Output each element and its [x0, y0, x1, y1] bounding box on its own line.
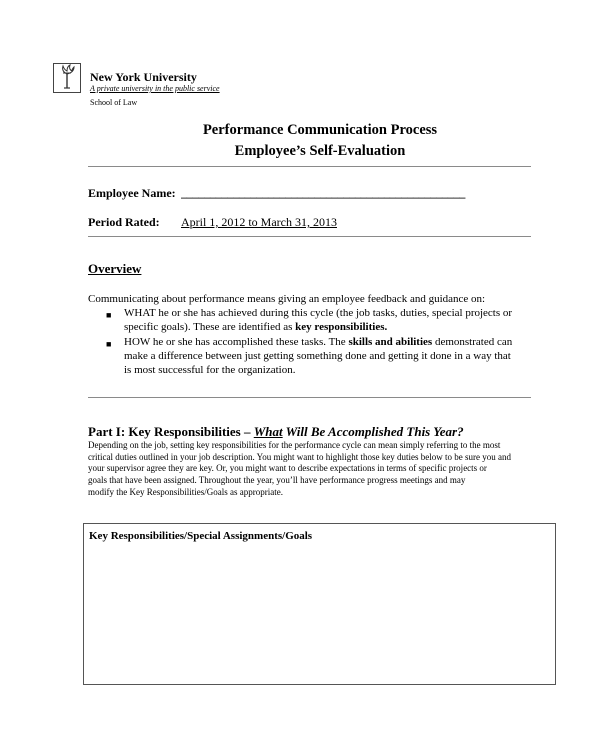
- part1-heading-text: Part I: Key Responsibilities –: [88, 424, 254, 439]
- key-responsibilities-term: key responsibilities.: [295, 321, 388, 333]
- bullet-what-line2: [124, 320, 387, 335]
- nyu-logo: [53, 63, 81, 93]
- key-responsibilities-box[interactable]: [83, 523, 556, 685]
- divider: [88, 166, 531, 167]
- employee-name-label: Employee Name:: [88, 186, 176, 200]
- school-name: School of Law: [90, 98, 138, 107]
- part1-heading-what: What: [253, 424, 283, 439]
- skills-abilities-term: skills and abilities: [348, 336, 433, 348]
- bullet-what-line1: WHAT he or she has achieved during this cycle (the job tasks, duties, special projects or: [124, 307, 513, 319]
- divider: [88, 397, 531, 398]
- part1-heading-rest: Will Be Accomplished This Year?: [282, 424, 464, 439]
- key-responsibilities-box-label: Key Responsibilities/Special Assignments/Goals: [89, 530, 313, 542]
- bullet-how-line2: make a difference between just getting something done and getting it done in a way that: [124, 350, 511, 362]
- bullet-how-text: HOW he or she has accomplished these tasks. The: [124, 336, 349, 348]
- university-tagline: A private university in the public service: [90, 84, 220, 93]
- torch-logo-icon: [54, 64, 80, 92]
- document-title: Performance Communication Process: [202, 122, 438, 138]
- bullet-icon: ■: [106, 310, 112, 320]
- part1-line: goals that have been assigned. Throughout the year, you’ll have performance progress meetings and may: [88, 475, 466, 486]
- bullet-icon: ■: [106, 339, 112, 349]
- period-rated-value: April 1, 2012 to March 31, 2013: [181, 215, 337, 229]
- part1-heading: [88, 424, 464, 440]
- part1-line: Depending on the job, setting key responsibilities for the performance cycle can mean simply referring to the most: [88, 440, 501, 450]
- overview-heading: Overview: [88, 261, 142, 276]
- period-rated-label: Period Rated:: [88, 215, 160, 229]
- bullet-what-line2-text: specific goals). These are identified as: [124, 321, 296, 333]
- overview-intro: Communicating about performance means giving an employee feedback and guidance on:: [88, 293, 486, 305]
- document-subtitle: Employee’s Self-Evaluation: [234, 143, 406, 159]
- part1-line: critical duties outlined in your job description. You might want to highlight those key duties below to be sure you and: [88, 451, 511, 462]
- bullet-how-text-end: demonstrated can: [432, 336, 513, 348]
- bullet-how-line3: is most successful for the organization.: [124, 364, 296, 376]
- part1-line: your supervisor agree they are key. Or, you might want to describe expectations in terms of specific projects or: [88, 463, 487, 474]
- bullet-how-line1: [124, 335, 512, 350]
- university-name: New York University: [90, 70, 197, 84]
- employee-name-field[interactable]: _________________________________________________: [181, 186, 466, 200]
- part1-description: [88, 440, 511, 499]
- part1-line: modify the Key Responsibilities/Goals as appropriate.: [88, 486, 283, 497]
- divider: [88, 236, 531, 237]
